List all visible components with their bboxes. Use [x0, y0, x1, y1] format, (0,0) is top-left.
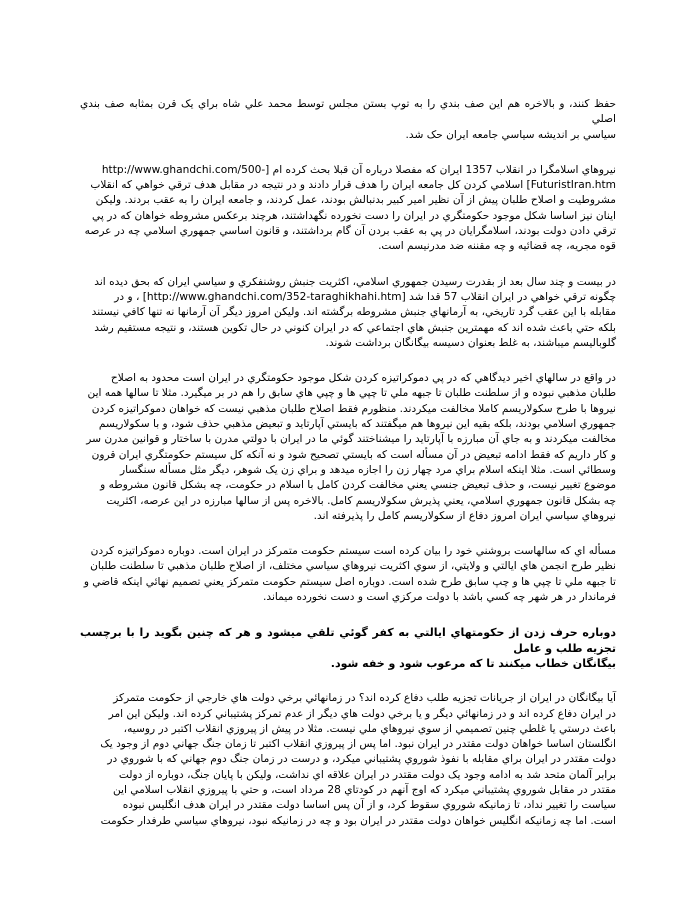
bold-paragraph: دوباره حرف زدن از حکومتهاي ايالتي به کفر گوئي تلقي ميشود و هر که چنين بگويد را با برچسب تجزيه طلب و عامل بيگانگان خطاب ميکنند تا که مرعوب شود و خفه شود. — [80, 626, 616, 670]
paragraph: آيا بيگانگان در ايران از جريانات تجزيه طلب دفاع کرده اند؟ در زمانهائي برخي دولت هاي خارجي از حکومت متمرکز در ايران دفاع کرده اند و در زمانهائي ديگر و يا برخي دولت هاي ديگر از عدم تمرکز پشتيباني کرده اند. وليکن اين امر باعث درستي يا غلطي چنين تصميمي از سوي نيروهاي ملي نيست. مثلا در پيش از پيروزي انقلاب اکتبر در روسيه، انگلستان اساسا خواهان دولت مقتدر در ايران نبود. اما پس از پيروزي انقلاب اکتبر تا زمان جنگ جهاني دوم از وجود يک دولت مقتدر در ايران براي مقابله با نفوذ شوروي پشتيباني ميکرد، و درست در زمان جنگ دوم جهاني که با شوروي در برابر آلمان متحد شد به ادامه وجود يک دولت مقتدر در ايران علاقه اي نداشت، وليکن با پايان جنگ، دوباره از دولت مقتدر در مقابل شوروي پشتيباني ميکرد که اوج آنهم در کودتاي 28 مرداد است، و حتي با پيروزي انقلاب اسلامي اين سياست را تغيير نداد، تا زمانيکه شوروي سقوط کرد، و از آن پس اساسا دولت مقتدر در ايران هدف انگليس نبوده است. اما چه زمانيکه انگليس خواهان دولت مقتدر در ايران بود و چه در زمانيکه نبود، نيروهاي سياسي طرفدار حکومت — [100, 692, 616, 827]
paragraph: نيروهاي اسلامگرا در انقلاب 1357 ايران که مفصلا درباره آن قبلا بحث کرده ام [-http://www.ghandchi.com/500 FuturistIran.htm] اسلامي کردن کل جامعه ايران را هدف قرار دادند و در نتيجه در مقابل هدف ترقي خواهي که انقلاب مشروطيت و اصلاح طلبان پيش از آن نظير امير کبير بدنبالش بودند، عمل کردند، و جامعه ايران را به عقب بردند. وليکن اينان نيز اساسا شکل موجود حکومتگري در ايران را دست نخورده نگهداشتند، هرچند برعکس مشروطه خواهان که در پي ترقي دادن دولت بودند، اسلامگرايان در پي به عقب بردن آن گام برداشتند، و قانون اساسي جمهوري اسلامي چه در عرصه قوه مجريه، چه قضائيه و چه مقننه ضد مدرنيسم است. — [84, 163, 616, 253]
paragraph: حفظ کنند، و بالاخره هم اين صف بندي را به توپ بستن مجلس توسط محمد علي شاه براي يک قرن بمثابه صف بندي اصلي سياسي بر انديشه سياسي جامعه ايران حک شد. — [80, 98, 616, 141]
document-body — [80, 97, 616, 849]
paragraph: در واقع در سالهاي اخير ديدگاهي که در پي دموکراتيزه کردن شکل موجود حکومتگري در ايران است محدود به اصلاح طلبان مذهبي نبوده و از سلطنت طلبان تا جبهه ملي تا چپي ها و چپي هاي سابق را هم در بر ميگيرد. مثلا تا سالها همه اين نيروها با طرح سکولاريسم کاملا مخالفت ميکردند. منظورم فقط اصلاح طلبان مذهبي نيست که خواهان دموکراتيزه کردن جمهوري اسلامي بودند، بلکه بقيه اين نيروها هم ميگفتند که بايستي آپارتايد و تبعيض مذهبي حذف شود، و با سکولاريسم مخالفت ميکردند و به جاي آن مبارزه با آپارتايد را ميشناختند گوئي ما در ايران با دولتي مدرن با ساختار و قوانين مدرن سر و کار داريم که فقط ادامه تبعيض در آن مسأله است که بايستي تصحيح شود و نه آنکه کل سيستم حکومتگري ايران قرون وسطائي است. مثلا اينکه اسلام براي مرد چهار زن را اجازه ميدهد و براي زن يک شوهر، ديگر مثل مسأله سنگسار موضوع تغيير نيست، و حذف تبعيض جنسي يعني مخالفت کردن کامل با اسلام در حکومت، چه بشکل قانون مشروطه و چه بشکل قانون جمهوري اسلامي، يعني پذيرش سکولاريسم کامل. بالاخره پس از سالها مبارزه در اين عرصه، اکثريت نيروهاي سياسي ايران امروز دفاع از سکولاريسم کامل را پذيرفته اند. — [86, 372, 616, 522]
paragraph: در بيست و چند سال بعد از بقدرت رسيدن جمهوري اسلامي، اکثريت جنبش روشنفکري و سياسي ايران که بحق ديده اند چگونه ترقي خواهي در ايران انقلاب 57 قدا شد [http://www.ghandchi.com/352-taraghikhahi.htm] ، و در مقابله با اين عقب گرد تاريخي، به آرمانهاي جنبش مشروطه برگشته اند. وليکن امروز ديگر آن آرمانها نه تنها کافي نيستند بلکه حتي باعث شده اند که مهمترين جنبش هاي اجتماعي که در ايران کنوني در حال تکوين هستند، و نتيجه مستقيم رشد گلوباليسم ميباشند، به غلط بعنوان دسيسه بيگانگان برداشت شوند. — [91, 275, 616, 349]
paragraph: مسأله اي که سالهاست بروشني خود را بيان کرده است سيستم حکومت متمرکز در ايران است. دوباره دموکراتيزه کردن نظير طرح انجمن هاي ايالتي و ولايتي، از سوي اکثريت نيروهاي سياسي مختلف، از اصلاح طلبان مذهبي تا سلطنت طلبان تا جبهه ملي تا چپي ها و چپ سابق طرح شده است. دوباره اصل سيستم حکومت متمرکز يعني تصميم نهائي اينکه قاضي و فرماندار در هر شهر چه کسي باشد با دولت مرکزي است و دست نخورده ميماند. — [83, 545, 616, 604]
